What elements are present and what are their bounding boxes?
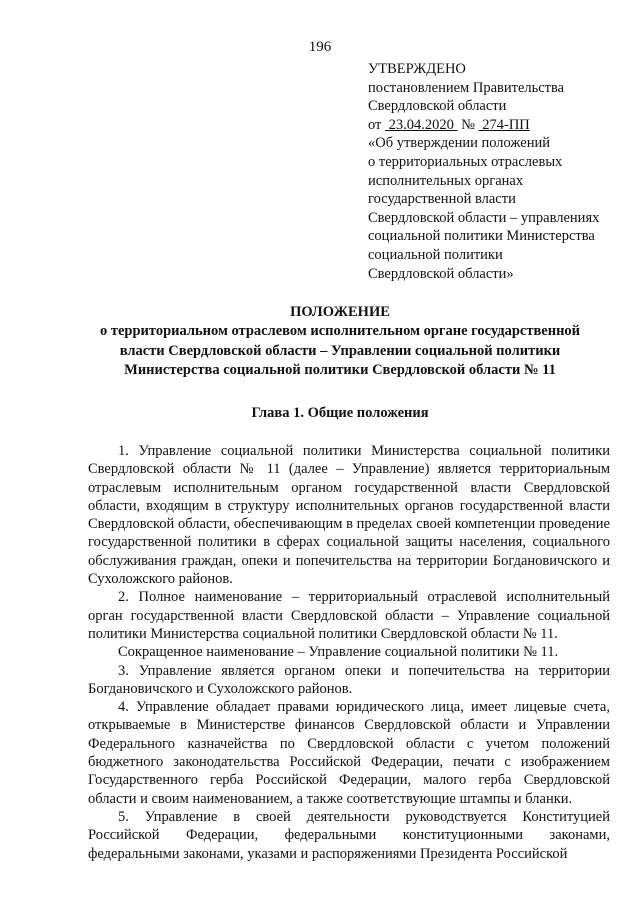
paragraph: Сокращенное наименование – Управление социальной политики № 11. [118,644,559,661]
approval-subject-line: социальной политики Министерства [368,228,595,245]
document-heading: ПОЛОЖЕНИЕ [290,304,390,320]
approval-number-sign: № [461,116,475,133]
approval-subject-line: о территориальных отраслевых [368,153,563,170]
approval-stamp-heading: УТВЕРЖДЕНО [368,61,466,77]
approval-number: 274-ПП [478,116,530,133]
page-number: 196 [308,39,332,55]
document-subtitle-line: Министерства социальной политики Свердловской области № 11 [124,362,556,379]
approval-date-prefix: от [368,116,382,133]
chapter-title: Глава 1. Общие положения [251,405,429,421]
approval-subject-line: Свердловской области» [368,265,514,282]
document-title [60,303,620,381]
approval-date: 23.04.2020 [385,116,458,133]
approval-subject-line: Свердловской области – управлениях [368,209,600,226]
paragraph: 1. Управление социальной политики Министерства социальной политики Свердловской области № 11 (далее – Управление) является территориальным отраслевым исполнительным органом государственной власти Свердловской области, входящим в структуру исполнительных органов государственной власти Свердловской области, обеспечивающим в пределах своей компетенции проведение государственной политики в сферах социальной защиты населения, социального обслуживания граждан, опеки и попечительства на территории Богдановичского и Сухоложского районов. [88,443,610,588]
paragraph: 4. Управление обладает правами юридического лица, имеет лицевые счета, открываемые в Министерстве финансов Свердловской области и Управлении Федерального казначейства по Свердловской области с учетом положений бюджетного законодательства Российской Федерации, печати с изображением Государственного герба Российской Федерации, малого герба Свердловской области и своим наименованием, а также соответствующие штампы и бланки. [88,699,610,807]
paragraph: 3. Управление является органом опеки и попечительства на территории Богдановичского и Сухоложского районов. [88,662,610,697]
approval-block [368,60,630,283]
document-subtitle-line: власти Свердловской области – Управлении социальной политики [119,342,561,359]
paragraph: 5. Управление в своей деятельности руководствуется Конституцией Российской Федерации, федеральными конституционными законами, федеральными законами, указами и распоряжениями Президента Российской [88,808,610,862]
approval-date-number-line [368,116,630,135]
approval-issuer: постановлением Правительства [368,79,565,96]
approval-subject-line: социальной политики [368,246,503,263]
approval-subject-line: исполнительных органах [368,172,524,189]
approval-subject-line: государственной власти [368,191,516,208]
paragraph: 2. Полное наименование – территориальный отраслевой исполнительный орган государственной власти Свердловской области – Управление социальной политики Министерства социальной политики Свердловской области № 11. [88,589,610,642]
approval-region: Свердловской области [368,98,507,115]
approval-subject-line: «Об утверждении положений [368,135,550,152]
document-body [88,442,610,863]
document-subtitle-line: о территориальном отраслевом исполнительном органе государственной [99,323,581,340]
